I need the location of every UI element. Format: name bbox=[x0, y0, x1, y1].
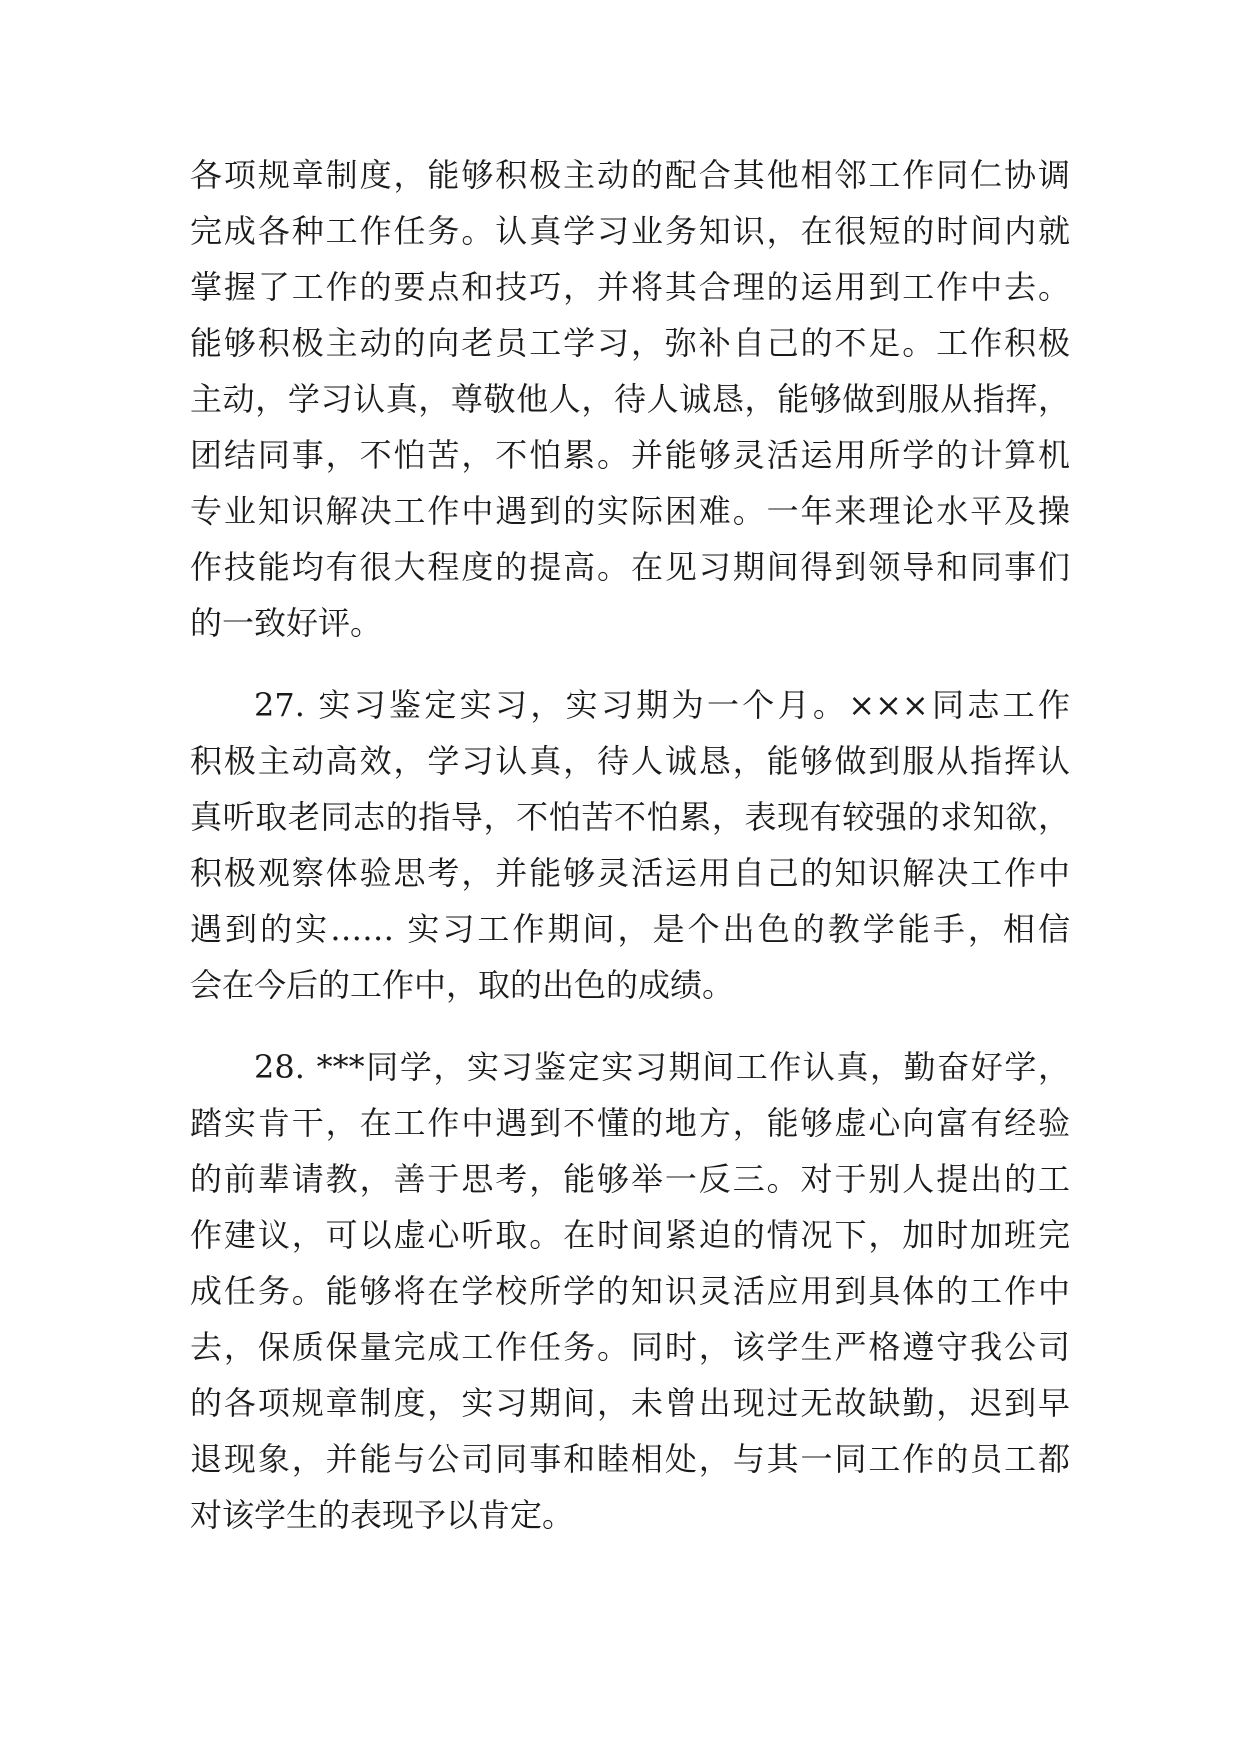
text-line: 的各项规章制度，实习期间，未曾出现过无故缺勤，迟到早 bbox=[190, 1384, 1070, 1422]
text-line: 遇到的实…… 实习工作期间，是个出色的教学能手，相信 bbox=[190, 910, 1070, 948]
text-line: 积极主动高效，学习认真，待人诚恳，能够做到服从指挥认 bbox=[190, 742, 1070, 780]
text-line: 作建议，可以虚心听取。在时间紧迫的情况下，加时加班完 bbox=[190, 1216, 1070, 1254]
text-line: 各项规章制度，能够积极主动的配合其他相邻工作同仁协调 bbox=[190, 156, 1070, 194]
text-line: 去，保质保量完成工作任务。同时，该学生严格遵守我公司 bbox=[190, 1328, 1070, 1366]
text-line: 能够积极主动的向老员工学习，弥补自己的不足。工作积极 bbox=[190, 324, 1070, 362]
text-line: 退现象，并能与公司同事和睦相处，与其一同工作的员工都 bbox=[190, 1440, 1070, 1478]
text-line: 踏实肯干，在工作中遇到不懂的地方，能够虚心向富有经验 bbox=[190, 1104, 1070, 1142]
text-line: 真听取老同志的指导，不怕苦不怕累，表现有较强的求知欲， bbox=[190, 798, 1070, 836]
text-line: 积极观察体验思考，并能够灵活运用自己的知识解决工作中 bbox=[190, 854, 1070, 892]
text-line: 成任务。能够将在学校所学的知识灵活应用到具体的工作中 bbox=[190, 1272, 1070, 1310]
text-line: 作技能均有很大程度的提高。在见习期间得到领导和同事们 bbox=[190, 548, 1070, 586]
text-line: 主动，学习认真，尊敬他人，待人诚恳，能够做到服从指挥， bbox=[190, 380, 1070, 418]
text-line: 的一致好评。 bbox=[190, 604, 383, 642]
text-line: 完成各种工作任务。认真学习业务知识，在很短的时间内就 bbox=[190, 212, 1070, 250]
text-line: 专业知识解决工作中遇到的实际困难。一年来理论水平及操 bbox=[190, 492, 1070, 530]
text-line: 27. 实习鉴定实习，实习期为一个月。×××同志工作 bbox=[254, 686, 1070, 724]
text-line: 28. ***同学，实习鉴定实习期间工作认真，勤奋好学， bbox=[254, 1048, 1070, 1086]
text-line: 团结同事，不怕苦，不怕累。并能够灵活运用所学的计算机 bbox=[190, 436, 1070, 474]
text-line: 会在今后的工作中，取的出色的成绩。 bbox=[190, 966, 735, 1004]
text-line: 对该学生的表现予以肯定。 bbox=[190, 1496, 575, 1534]
text-line: 的前辈请教，善于思考，能够举一反三。对于别人提出的工 bbox=[190, 1160, 1070, 1198]
text-line: 掌握了工作的要点和技巧，并将其合理的运用到工作中去。 bbox=[190, 268, 1070, 306]
